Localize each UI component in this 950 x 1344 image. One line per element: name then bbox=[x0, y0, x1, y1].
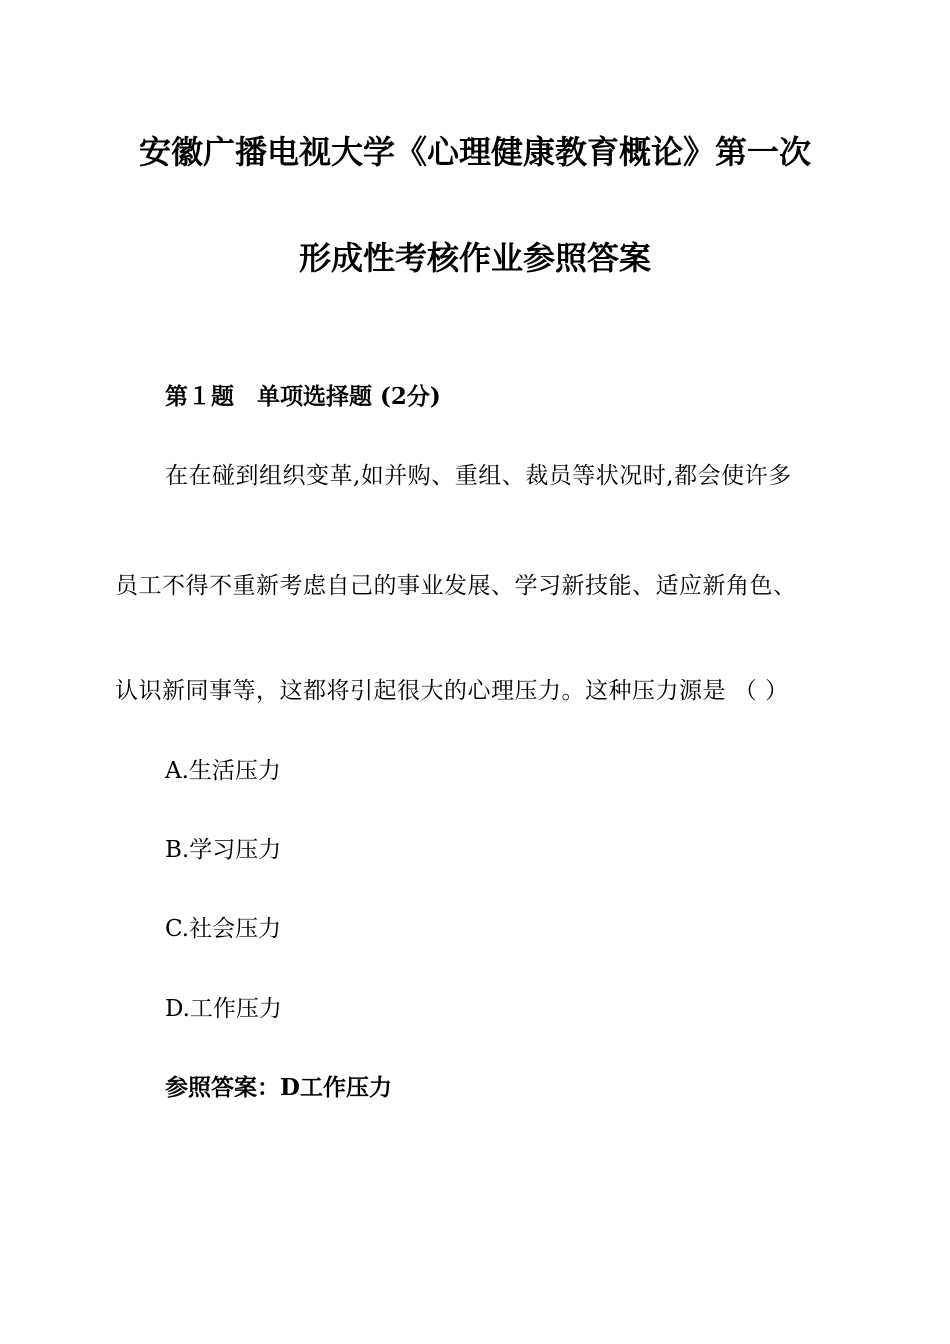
option-d: D.工作压力 bbox=[165, 996, 282, 1022]
option-a: A.生活压力 bbox=[165, 758, 281, 784]
question-stem-line-2: 员工不得不重新考虑自己的事业发展、学习新技能、适应新角色、 bbox=[115, 573, 797, 599]
option-b: B.学习压力 bbox=[165, 837, 282, 863]
option-c: C.社会压力 bbox=[165, 916, 282, 942]
reference-answer: 参照答案：D工作压力 bbox=[165, 1074, 392, 1101]
document-title-line-1: 安徽广播电视大学《心理健康教育概论》第一次 bbox=[138, 133, 811, 171]
question-stem-line-3: 认识新同事等，这都将引起很大的心理压力。这种压力源是 （ ） bbox=[115, 678, 789, 704]
question-stem-line-1: 在在碰到组织变革,如并购、重组、裁员等状况时,都会使许多 bbox=[165, 463, 792, 489]
question-header: 第１题 单项选择题 (2分) bbox=[165, 383, 441, 410]
document-title-line-2: 形成性考核作业参照答案 bbox=[298, 239, 651, 277]
